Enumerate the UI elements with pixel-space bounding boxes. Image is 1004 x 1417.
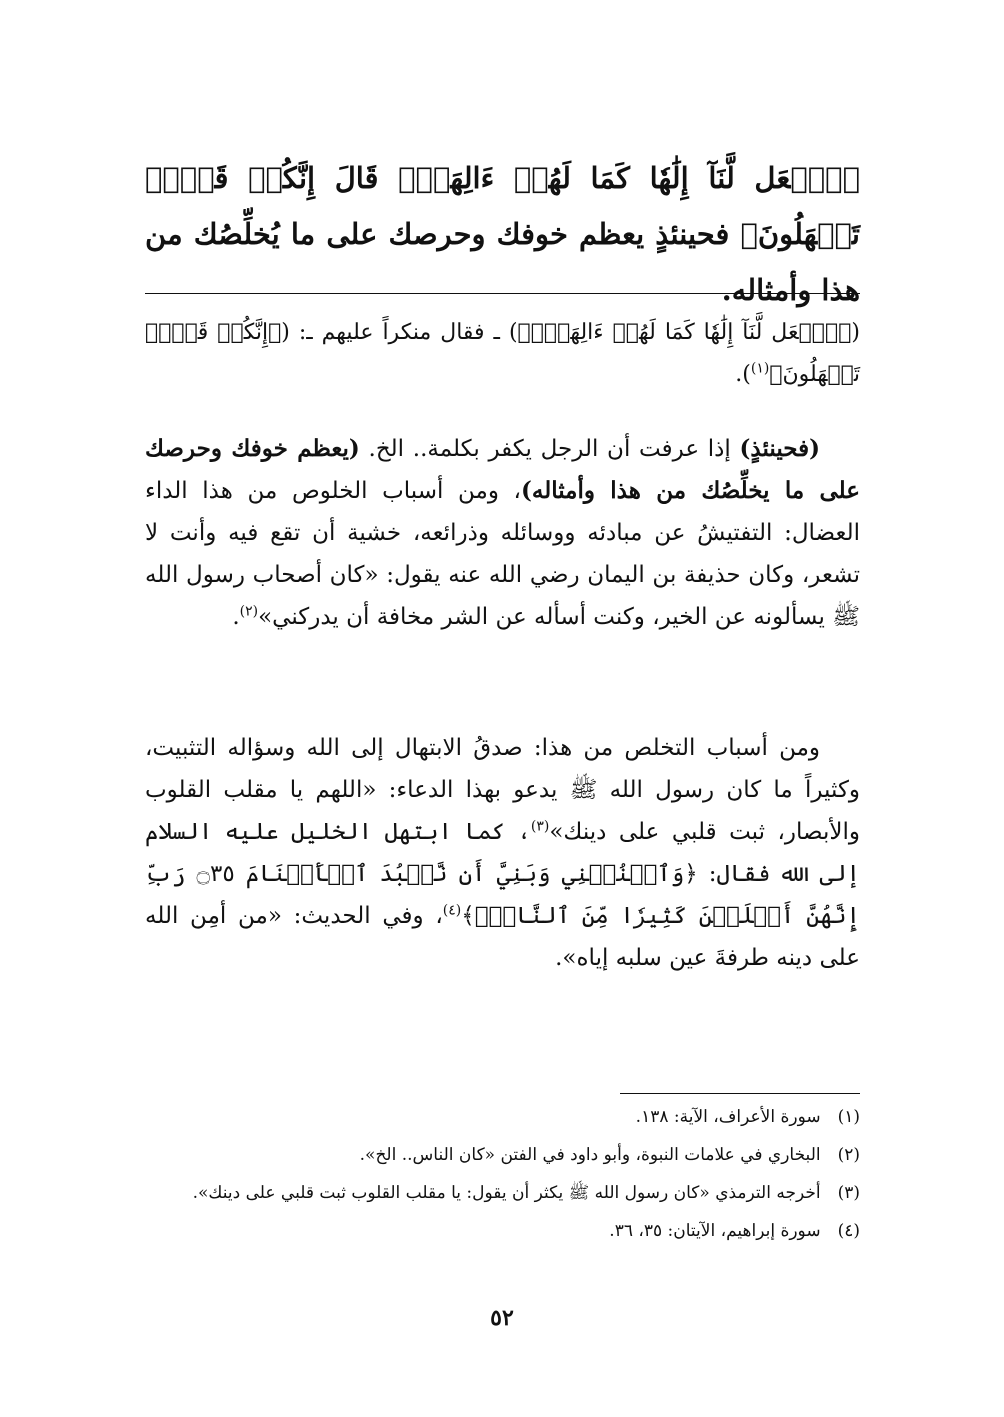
sharh-text-1: ) ـ فقال منكراً عليهم ـ: ( <box>281 320 518 345</box>
paragraph-2-text-3: ، وفي الحديث: «من أمِن الله على دينه طرفةَ عين سلبه إياه». <box>145 903 860 971</box>
sharh-quote-1: ﴿ٱجۡعَل لَّنَآ إِلَٰهٗا كَمَا لَهُمۡ ءَالِهَةٞۚ﴾ <box>517 320 852 345</box>
paragraph-2-text-1: ومن أسباب التخلص من هذا: صدقُ الابتهال إلى الله وسؤاله التثبيت، وكثيراً ما كان رسول الله ﷺ يدعو بهذا الدعاء: «اللهم يا مقلب القلوب والأبصار، ثبت قلبي على دينك» <box>145 735 861 845</box>
paragraph-1-text-2: ، ومن أسباب الخلوص من هذا الداء العضال: التفتيشُ عن مبادئه ووسائله وذرائعه، خشية أن تقع فيه وأنت لا تشعر، وكان حذيفة بن اليمان رضي الله عنه يقول: «كان أصحاب رسول الله ﷺ يسألونه عن الخير، وكنت أسأله عن الشر مخافة أن يدركني» <box>145 478 860 630</box>
footnote-number: (١) <box>837 1107 860 1127</box>
footnote-ref-4[interactable]: (٤) <box>442 902 462 919</box>
footnote-text: البخاري في علامات النبوة، وأبو داود في الفتن «كان الناس.. الخ». <box>359 1145 821 1165</box>
sharh-open-paren: ( <box>851 320 860 345</box>
footnote-ref-1[interactable]: (١) <box>750 360 770 377</box>
sharh-text-2: ). <box>735 362 751 387</box>
footnote-ref-3[interactable]: (٣) <box>530 818 550 835</box>
footnotes-list <box>145 1102 860 1254</box>
paragraph-1-bold-2: (يعظم خوفك وحرصك على ما يخلِّصُك من هذا وأمثاله) <box>145 435 860 504</box>
page-number: ٥٢ <box>490 1305 514 1331</box>
footnote-item <box>145 1140 860 1170</box>
footnote-number: (٣) <box>837 1183 860 1203</box>
matn-body: فحينئذٍ يعظم خوفك وحرصك على ما يُخلِّصُك من هذا وأمثاله. <box>145 217 860 307</box>
footnote-item <box>145 1178 860 1208</box>
paragraph-1 <box>145 428 860 638</box>
footnote-item <box>145 1102 860 1132</box>
sharh-intro <box>145 312 860 396</box>
paragraph-2-quote: ﴿وَٱجۡنُبۡنِي وَبَنِيَّ أَن نَّعۡبُدَ ٱلۡأَصۡنَامَ ۝٣٥ رَبِّ إِنَّهُنَّ أَضۡلَلۡنَ كَثِيرٗا مِّنَ ٱلنَّاسِۖ﴾ <box>145 861 860 929</box>
footnote-text: سورة الأعراف، الآية: ١٣٨. <box>635 1107 821 1127</box>
footnote-text: أخرجه الترمذي «كان رسول الله ﷺ يكثر أن يقول: يا مقلب القلوب ثبت قلبي على دينك». <box>192 1183 821 1203</box>
footnote-number: (٢) <box>837 1145 860 1165</box>
footnote-item <box>145 1216 860 1246</box>
matn-quran-quote: ﴿ٱجۡعَل لَّنَآ إِلَٰهٗا كَمَا لَهُمۡ ءَالِهَةٞۚ قَالَ إِنَّكُمۡ قَوۡمٞ تَجۡهَلُونَ﴾ <box>145 161 860 251</box>
footnote-number: (٤) <box>837 1221 860 1241</box>
footnote-divider <box>620 1093 860 1094</box>
paragraph-2-text-2: ، كما ابتهل الخليل عليه السلام إلى الله فقال: <box>145 819 860 887</box>
paragraph-1-text-1: إذا عرفت أن الرجل يكفر بكلمة.. الخ. <box>359 436 740 462</box>
footnote-text: سورة إبراهيم، الآيتان: ٣٥، ٣٦. <box>609 1221 821 1241</box>
paragraph-1-text-3: . <box>232 604 240 630</box>
footnote-ref-2[interactable]: (٢) <box>239 603 259 620</box>
paragraph-2 <box>145 727 860 979</box>
sharh-quote-2: ﴿إِنَّكُمۡ قَوۡمٞ تَجۡهَلُونَ﴾ <box>145 320 860 387</box>
matn-divider <box>145 293 860 294</box>
paragraph-1-bold-1: (فحينئذٍ) <box>739 435 820 462</box>
